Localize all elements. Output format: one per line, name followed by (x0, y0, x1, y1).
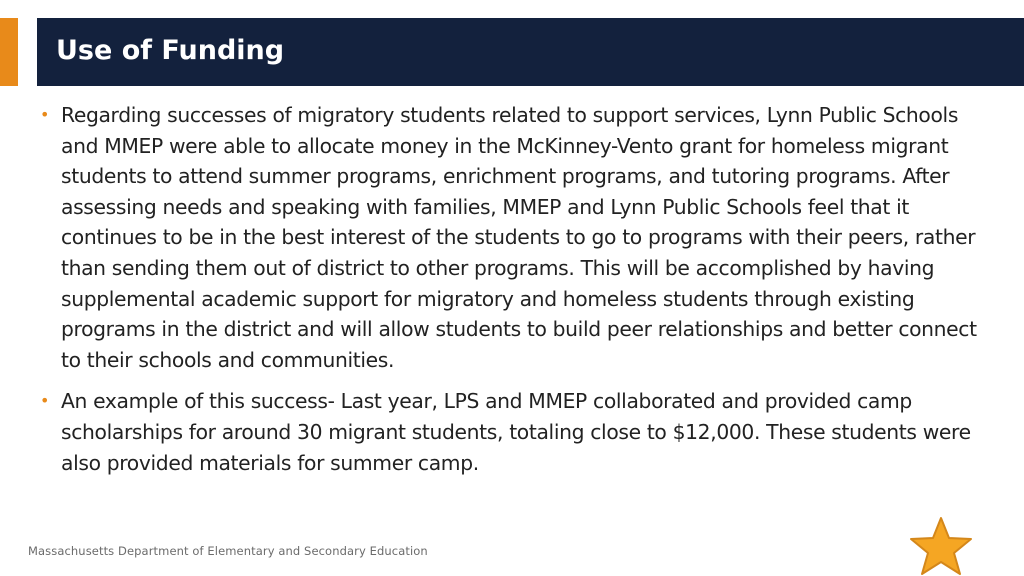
bullet-item (40, 100, 980, 375)
slide-title: Use of Funding (56, 35, 285, 66)
bullet-text: An example of this success- Last year, LPS and MMEP collaborated and provided camp scholarships for around 30 migrant students, totaling close to $12,000. These students were also provided materials for summer camp. (61, 389, 971, 475)
title-bar (37, 18, 1024, 86)
title-accent-bar (0, 18, 18, 86)
star-icon (909, 516, 973, 576)
bullet-text: Regarding successes of migratory students related to support services, Lynn Public Schools and MMEP were able to allocate money in the McKinney-Vento grant for homeless migrant students to attend summer programs, enrichment programs, and tutoring programs. After assessing needs and speaking with families, MMEP and Lynn Public Schools feel that it continues to be in the best interest of the students to go to programs with their peers, rather than sending them out of district to other programs. This will be accomplished by having supplemental academic support for migratory and homeless students through existing programs in the district and will allow students to build peer relationships and better connect to their schools and communities. (61, 103, 977, 372)
bullet-marker: • (40, 391, 50, 411)
bullet-item (40, 386, 980, 478)
bullet-marker: • (40, 105, 50, 124)
slide-content (40, 100, 980, 489)
footer-text: Massachusetts Department of Elementary and Secondary Education (28, 544, 428, 558)
